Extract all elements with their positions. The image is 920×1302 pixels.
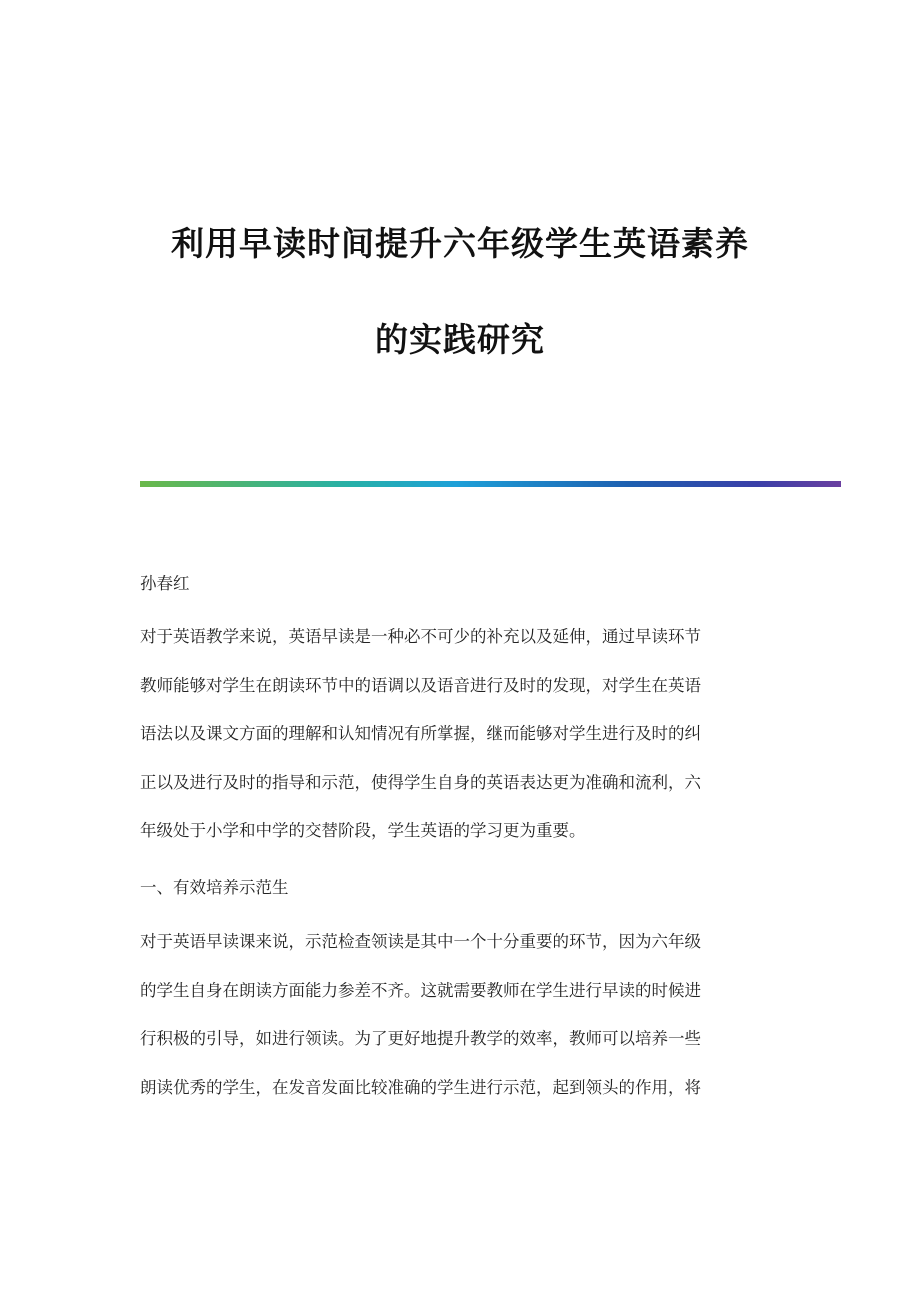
paragraph-line: 朗读优秀的学生，在发音发面比较准确的学生进行示范，起到领头的作用，将 [140,1077,701,1097]
paragraph-line: 对于英语早读课来说，示范检查领读是其中一个十分重要的环节，因为六年级 [140,932,701,951]
paragraph-line: 年级处于小学和中学的交替阶段，学生英语的学习更为重要。 [140,821,586,840]
section-heading: 一、有效培养示范生 [140,878,289,897]
paragraph-line: 行积极的引导，如进行领读。为了更好地提升教学的效率，教师可以培养一些 [140,1029,701,1048]
document-title-line-2: 的实践研究 [375,320,545,359]
paragraph-section-1 [140,918,780,1112]
document-title-line-1: 利用早读时间提升六年级学生英语素养 [171,224,749,263]
gradient-divider [140,481,841,487]
paragraph-line: 正以及进行及时的指导和示范，使得学生自身的英语表达更为准确和流利，六 [140,772,701,792]
paragraph-line: 语法以及课文方面的理解和认知情况有所掌握，继而能够对学生进行及时的纠 [140,724,701,743]
paragraph-line: 的学生自身在朗读方面能力参差不齐。这就需要教师在学生进行早读的时候进 [140,980,701,1000]
paragraph-line: 对于英语教学来说，英语早读是一种必不可少的补充以及延伸，通过早读环节 [140,627,701,646]
paragraph-line: 教师能够对学生在朗读环节中的语调以及语音进行及时的发现，对学生在英语 [140,675,701,695]
author-name: 孙春红 [140,574,190,593]
paragraph-intro [140,613,780,856]
